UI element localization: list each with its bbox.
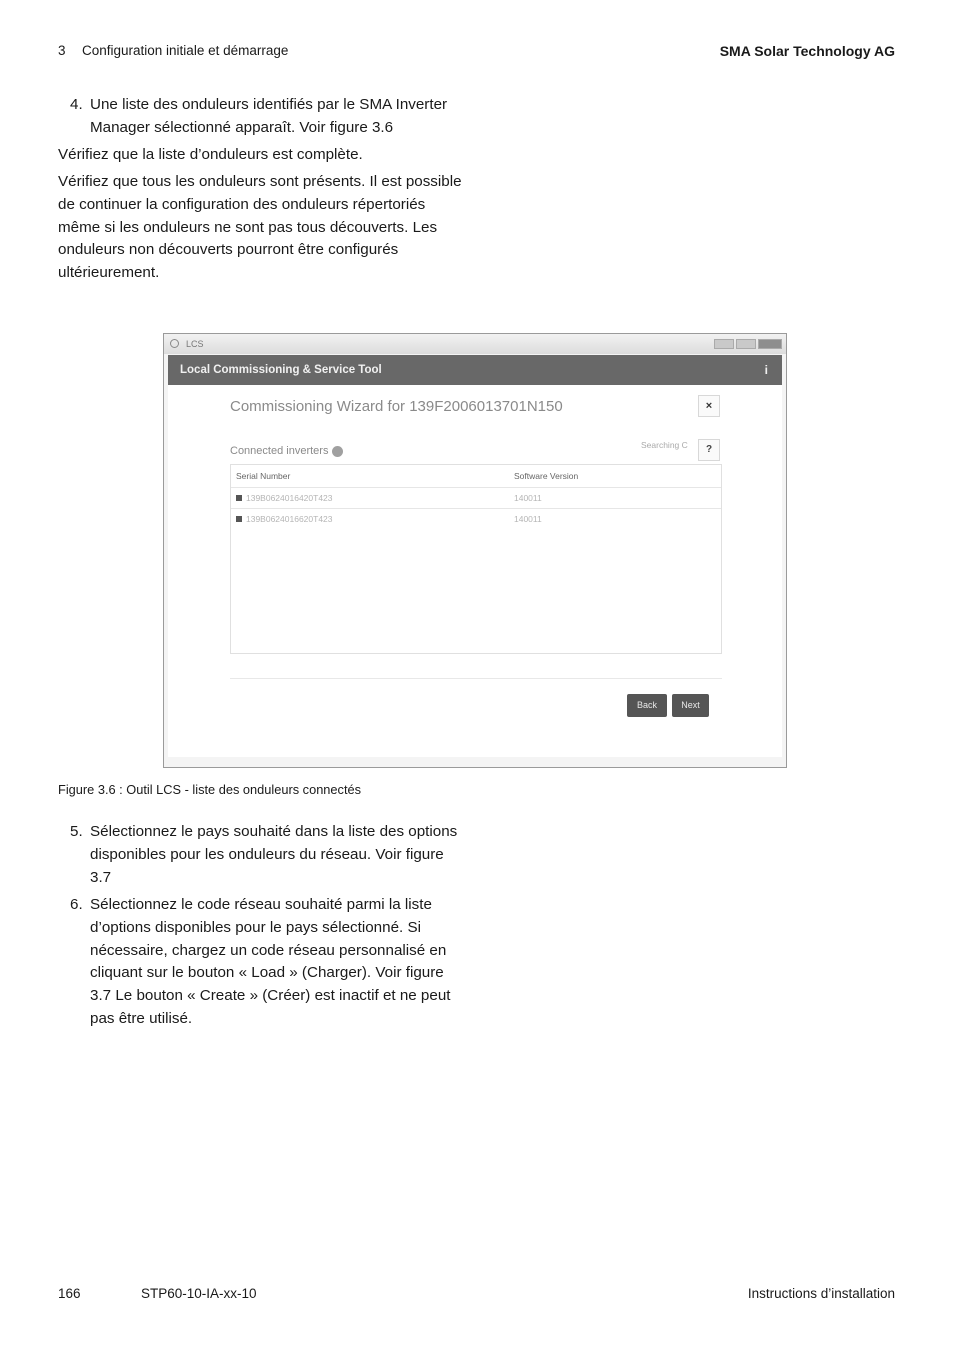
lcs-app-icon	[170, 339, 179, 348]
wizard-close-button[interactable]: ×	[698, 395, 720, 417]
step-number: 6.	[70, 896, 83, 913]
back-button[interactable]: Back	[627, 694, 667, 717]
running-header-company: SMA Solar Technology AG	[719, 43, 895, 59]
paragraph-check-list: Vérifiez que la liste d’onduleurs est complète.	[58, 146, 363, 163]
wizard-panel	[168, 385, 782, 757]
next-button[interactable]: Next	[672, 694, 709, 717]
table-row[interactable]	[231, 508, 721, 530]
wizard-title: Commissioning Wizard for 139F2006013701N150	[230, 398, 563, 415]
column-header-serial: Serial Number	[236, 471, 291, 481]
connected-inverters-label: Connected inverters	[230, 445, 329, 457]
step-text: Une liste des onduleurs identifiés par le SMA Inverter Manager sélectionné apparaît. Voir figure 3.6	[90, 96, 448, 136]
step-4	[58, 94, 468, 140]
step-number: 4.	[70, 96, 83, 113]
running-header-chapter	[58, 43, 288, 58]
step-6	[58, 894, 468, 1031]
lcs-screenshot	[163, 333, 787, 768]
divider	[230, 678, 722, 679]
chapter-title: Configuration initiale et démarrage	[82, 43, 289, 58]
help-button[interactable]: ?	[698, 439, 720, 461]
row-checkbox[interactable]	[236, 495, 242, 501]
column-header-version: Software Version	[514, 471, 579, 481]
minimize-icon[interactable]	[714, 339, 734, 349]
page-number: 166	[58, 1286, 81, 1301]
row-checkbox[interactable]	[236, 516, 242, 522]
step-5	[58, 821, 468, 889]
document-code: STP60-10-IA-xx-10	[141, 1286, 257, 1301]
step-text: Sélectionnez le code réseau souhaité parmi la liste d’options disponibles pour le pays sélectionné. Si nécessaire, chargez un code réseau personnalisé en cliquant sur le bouton « Load » (Charger). Voir figure 3.7 Le bouton « Create » (Créer) est inactif et ne peut pas être utilisé.	[90, 896, 451, 1027]
step-text: Sélectionnez le pays souhaité dans la liste des options disponibles pour les onduleurs du réseau. Voir figure 3.7	[90, 823, 458, 886]
window-controls	[714, 339, 782, 349]
serial-number-cell: 139B0624016420T423	[246, 493, 333, 503]
serial-number-cell: 139B0624016620T423	[246, 514, 333, 524]
app-title: Local Commissioning & Service Tool	[180, 364, 382, 376]
connected-inverters-heading	[230, 445, 343, 457]
searching-status: Searching C	[641, 440, 688, 450]
chapter-number: 3	[58, 43, 66, 58]
software-version-cell: 140011	[514, 514, 542, 524]
software-version-cell: 140011	[514, 493, 542, 503]
window-titlebar	[164, 334, 786, 354]
info-icon[interactable]: i	[764, 363, 768, 377]
app-header-bar	[168, 355, 782, 385]
paragraph-check-inverters: Vérifiez que tous les onduleurs sont présents. Il est possible de continuer la configuration des onduleurs répertoriés même si les onduleurs ne sont pas tous découverts. Les onduleurs non découverts pourront être configurés ultérieurement.	[58, 173, 462, 282]
count-badge-icon	[332, 446, 343, 457]
document-type: Instructions d’installation	[747, 1286, 895, 1301]
maximize-icon[interactable]	[736, 339, 756, 349]
window-close-icon[interactable]	[758, 339, 782, 349]
figure-caption: Figure 3.6 : Outil LCS - liste des onduleurs connectés	[58, 782, 362, 797]
step-number: 5.	[70, 823, 83, 840]
inverters-table	[230, 464, 722, 654]
window-title: LCS	[186, 339, 204, 349]
table-row[interactable]	[231, 487, 721, 509]
